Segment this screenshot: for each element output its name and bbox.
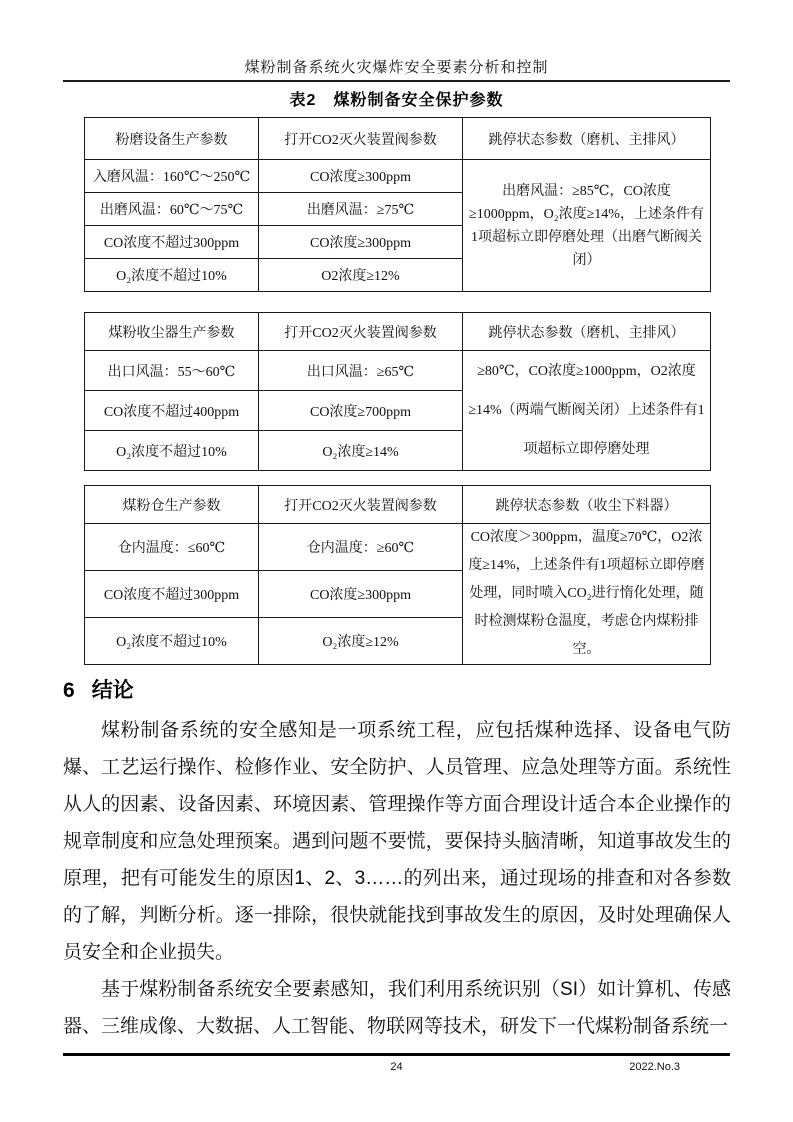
trip-condition-note: 出磨风温：≥85℃，CO浓度≥1000ppm，O₂浓度≥14%，上述条件有1项超标立即停磨处理（出磨气断阀关闭） (463, 160, 711, 292)
table-cell: O2浓度≥12% (259, 259, 463, 292)
trip-condition-note: ≥80℃，CO浓度≥1000ppm，O2浓度≥14%（两端气断阀关闭）上述条件有1项超标立即停磨处理 (463, 351, 711, 471)
table-mill-parameters (84, 117, 711, 292)
conclusion-paragraph: 基于煤粉制备系统安全要素感知，我们利用系统识别（SI）如计算机、传感器、三维成像、大数据、人工智能、物联网等技术，研发下一代煤粉制备系统一 (63, 979, 731, 1037)
table-cell: O₂浓度≥14% (259, 431, 463, 471)
conclusion-paragraph: 煤粉制备系统的安全感知是一项系统工程，应包括煤种选择、设备电气防爆、工艺运行操作、检修作业、安全防护、人员管理、应急处理等方面。系统性从人的因素、设备因素、环境因素、管理操作等方面合理设计适合本企业操作的规章制度和应急处理预案。遇到问题不要慌，要保持头脑清晰，知道事故发生的原理，把有可能发生的原因1、2、3……的列出来，通过现场的排查和对各参数的了解，判断分析。逐一排除，很快就能找到事故发生的原因，及时处理确保人员安全和企业损失。 (63, 720, 731, 963)
column-header: 跳停状态参数（磨机、主排风） (463, 118, 711, 160)
table-dust-collector-parameters (84, 312, 711, 471)
table-cell: CO浓度≥300ppm (259, 571, 463, 618)
table-cell: O₂浓度≥12% (259, 618, 463, 665)
section-number: 6 (63, 679, 75, 702)
conclusion-body (63, 712, 731, 1045)
table-powder-bin-parameters (84, 485, 711, 665)
column-header: 打开CO2灭火装置阀参数 (259, 486, 463, 524)
journal-issue: 2022.No.3 (629, 1061, 680, 1073)
table-cell: 出磨风温：≥75℃ (259, 193, 463, 226)
table-cell: 入磨风温：160℃～250℃ (85, 160, 259, 193)
column-header: 粉磨设备生产参数 (85, 118, 259, 160)
table-cell: O₂浓度不超过10% (85, 618, 259, 665)
table-row (85, 160, 711, 193)
table-cell: CO浓度不超过300ppm (85, 226, 259, 259)
column-header: 跳停状态参数（磨机、主排风） (463, 313, 711, 351)
table-cell: 出口风温：55～60℃ (85, 351, 259, 391)
header-divider-line (63, 80, 730, 82)
footer-divider-line (63, 1053, 730, 1056)
table-cell: CO浓度≥700ppm (259, 391, 463, 431)
table-header-row (85, 313, 711, 351)
table-row (85, 524, 711, 571)
table-cell: 仓内温度：≥60℃ (259, 524, 463, 571)
table-cell: O₂浓度不超过10% (85, 259, 259, 292)
running-head-title: 煤粉制备系统火灾爆炸安全要素分析和控制 (244, 60, 549, 76)
column-header: 煤粉仓生产参数 (85, 486, 259, 524)
section-heading-conclusion (63, 678, 134, 704)
table-cell: O₂浓度不超过10% (85, 431, 259, 471)
table-cell: CO浓度≥300ppm (259, 160, 463, 193)
table-cell: CO浓度≥300ppm (259, 226, 463, 259)
column-header: 煤粉收尘器生产参数 (85, 313, 259, 351)
table-cell: CO浓度不超过300ppm (85, 571, 259, 618)
table-row (85, 351, 711, 391)
table-cell: 出口风温：≥65℃ (259, 351, 463, 391)
section-title: 结论 (91, 679, 134, 702)
column-header: 打开CO2灭火装置阀参数 (259, 313, 463, 351)
column-header: 打开CO2灭火装置阀参数 (259, 118, 463, 160)
table-caption: 表2 煤粉制备安全保护参数 (289, 92, 504, 109)
column-header: 跳停状态参数（收尘下料器） (463, 486, 711, 524)
table-header-row (85, 118, 711, 160)
table-cell: CO浓度不超过400ppm (85, 391, 259, 431)
table-cell: 仓内温度：≤60℃ (85, 524, 259, 571)
table-header-row (85, 486, 711, 524)
table-cell: 出磨风温：60℃～75℃ (85, 193, 259, 226)
trip-condition-note: CO浓度＞300ppm，温度≥70℃，O2浓度≥14%，上述条件有1项超标立即停磨处理，同时喷入CO₂进行惰化处理，随时检测煤粉仓温度，考虑仓内煤粉排空。 (463, 524, 711, 665)
page-number: 24 (390, 1061, 403, 1073)
